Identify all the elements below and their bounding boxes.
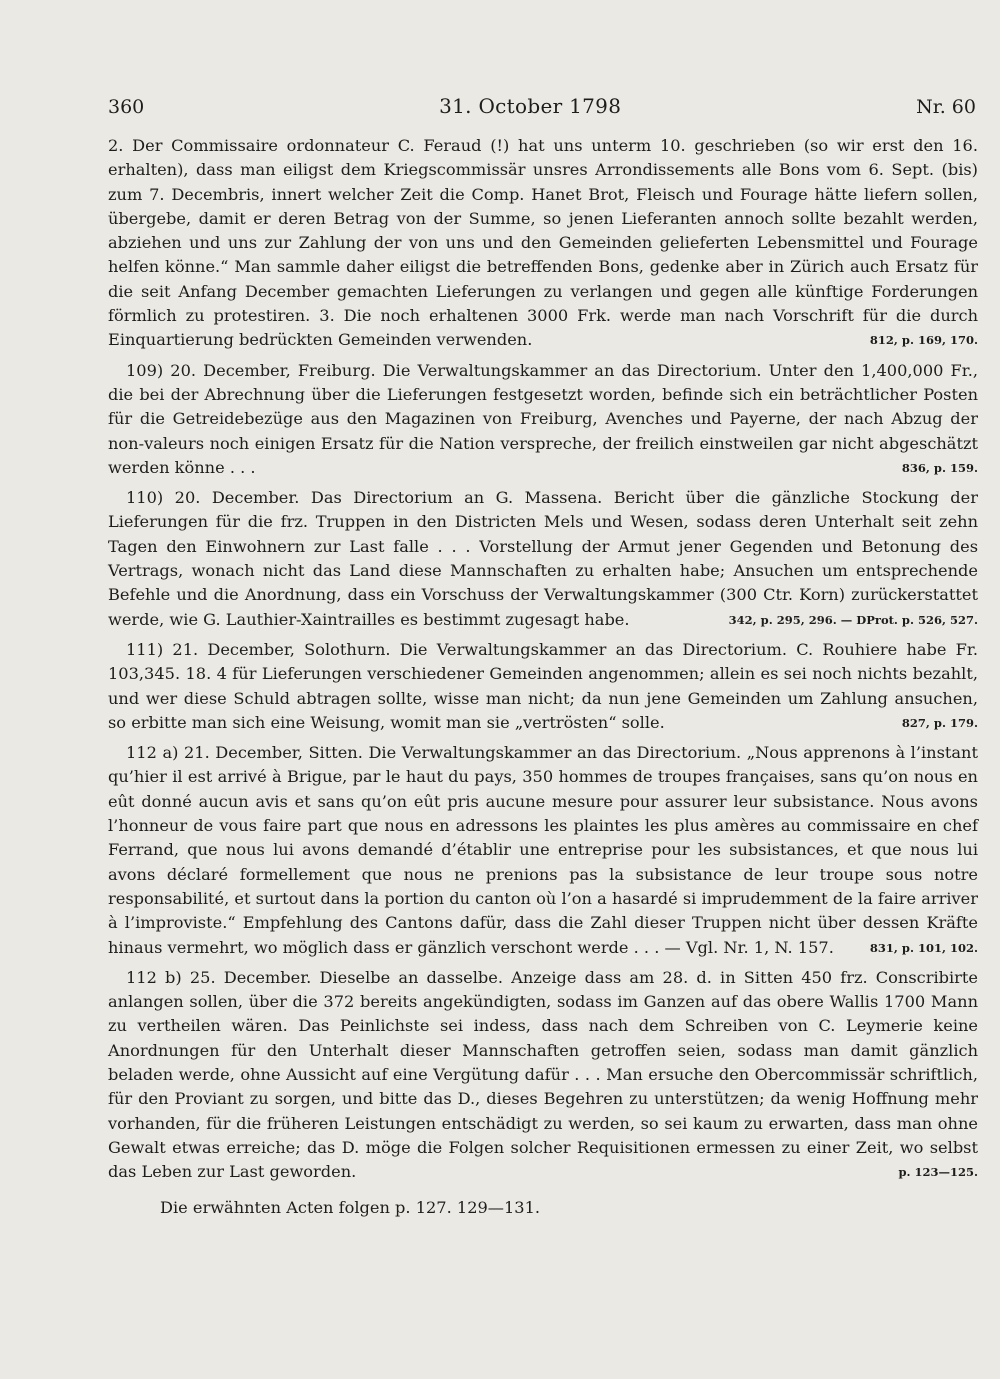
document-number: Nr. 60 <box>916 96 976 118</box>
entry-111 <box>108 638 978 735</box>
paragraph-text: 2. Der Commissaire ordonnateur C. Feraud (!) hat uns unterm 10. geschrieben (so wir erst den 16. erhalten), dass man eiligst dem Kriegscommissär unsres Arrondissements alle Bons vom 6. Sept. (bis) zum 7. Decembris, innert welcher Zeit die Comp. Hanet Brot, Fleisch und Fourage hätte liefern sollen, übergebe, damit er deren Betrag von der Summe, so jenen Lieferanten annoch sollte bezahlt werden, abziehen und uns zur Zahlung der von uns und den Gemeinden gelieferten Lebensmittel und Fourage helfen könne.“ Man sammle daher eiligst die betreffenden Bons, gedenke aber in Zürich auch Ersatz für die seit Anfang December gemachten Lieferungen zu verlangen und gegen alle künftige Forderungen förmlich zu protestiren. 3. Die noch erhaltenen 3000 Frk. werde man nach Vorschrift für die durch Einquartierung bedrückten Gemeinden verwenden. <box>108 136 978 350</box>
paragraph-text: 112 a) 21. December, Sitten. Die Verwaltungskammer an das Directorium. „Nous apprenons à l’instant qu’hier il est arrivé à Brigue, par le haut du pays, 350 hommes de troupes françaises, sans qu’on nous en eût donné aucun avis et sans qu’on eût pris aucune mesure pour assurer leur subsistance. Nous avons l’honneur de vous faire part que nous en adressons les plaintes les plus amères au commissaire en chef Ferrand, que nous lui avons demandé d’établir une entreprise pour les subsistances, et que nous lui avons déclaré formellement que nous ne prenions pas la subsistance de leur troupe sous notre responsabilité, et surtout dans la portion du canton où l’on a hasardé si imprudemment de la faire arriver à l’improviste.“ Empfehlung des Cantons dafür, dass die Zahl dieser Truppen nicht über dessen Kräfte hinaus vermehrt, wo möglich dass er gänzlich verschont werde . . . — Vgl. Nr. 1, N. 157. <box>108 743 978 957</box>
paragraph-text: 109) 20. December, Freiburg. Die Verwaltungskammer an das Directorium. Unter den 1,400,000 Fr., die bei der Abrechnung über die Lieferungen festgesetzt worden, befinde sich ein beträchtlicher Posten für die Getreidebezüge aus den Magazinen von Freiburg, Avenches und Payerne, der nach Abzug der non-valeurs noch einigen Ersatz für die Nation verspreche, der freilich einstweilen gar nicht abgeschätzt werden könne . . . <box>108 360 978 477</box>
entry-112a <box>108 741 978 960</box>
document-body <box>108 134 978 1220</box>
page-number: 360 <box>108 96 145 118</box>
source-reference: 831, p. 101, 102. <box>869 940 978 955</box>
paragraph-text: 112 b) 25. December. Dieselbe an dasselbe. Anzeige dass am 28. d. in Sitten 450 frz. Conscribirte anlangen sollen, über die 372 bereits angekündigten, sodass im Ganzen auf das obere Wallis 1700 Mann zu vertheilen wären. Das Peinlichste sei indess, dass nach dem Schreiben von C. Leymerie keine Anordnungen für den Unterhalt dieser Mannschaften getroffen seien, sodass man damit gänzlich beladen werde, ohne Aussicht auf eine Vergütung dafür . . . Man ersuche den Obercommissär schriftlich, für den Proviant zu sorgen, und bitte das D., dieses Begehren zu unterstützen; da wenig Hoffnung mehr vorhanden, für die früheren Leistungen entschädigt zu werden, so sei kaum zu erwarten, dass man ohne Gewalt etwas erreiche; das D. möge die Folgen solcher Requisitionen ermessen zu einer Zeit, wo selbst das Leben zur Last geworden. <box>108 967 978 1182</box>
entry-109 <box>108 359 978 480</box>
paragraph-continuation <box>108 134 978 353</box>
source-reference: 827, p. 179. <box>901 715 978 730</box>
paragraph-text: 110) 20. December. Das Directorium an G. Massena. Bericht über die gänzliche Stockung der Lieferungen für die frz. Truppen in den Districten Mels und Wesen, sodass deren Unterhalt seit zehn Tagen den Einwohnern zur Last falle . . . Vorstellung der Armut jener Gegenden und Betonung des Vertrags, wonach nicht das Land diese Mannschaften zu erhalten habe; Ansuchen um entsprechende Befehle und die Anordnung, dass ein Vorschuss der Verwaltungskammer (300 Ctr. Korn) zurückerstattet werde, wie G. Lauthier-Xaintrailles es bestimmt zugesagt habe. <box>108 488 978 629</box>
header-date: 31. October 1798 <box>439 94 622 118</box>
paragraph-text: 111) 21. December, Solothurn. Die Verwaltungskammer an das Directorium. C. Rouhiere habe Fr. 103,345. 18. 4 für Lieferungen verschiedener Gemeinden angenommen; allein es sei noch nichts bezahlt, und wer diese Schuld abtragen sollte, wisse man nicht; da nun jene Gemeinden um Zahlung ansuchen, so erbitte man sich eine Weisung, womit man sie „vertrösten“ solle. <box>108 639 978 732</box>
entry-112b <box>108 966 978 1185</box>
closing-note: Die erwähnten Acten folgen p. 127. 129—131. <box>160 1198 541 1218</box>
source-reference: 342, p. 295, 296. — DProt. p. 526, 527. <box>728 612 978 627</box>
source-reference: p. 123—125. <box>898 1165 978 1180</box>
page-header <box>108 94 978 118</box>
entry-110 <box>108 486 978 632</box>
source-reference: 836, p. 159. <box>901 460 978 475</box>
source-reference: 812, p. 169, 170. <box>869 333 978 348</box>
